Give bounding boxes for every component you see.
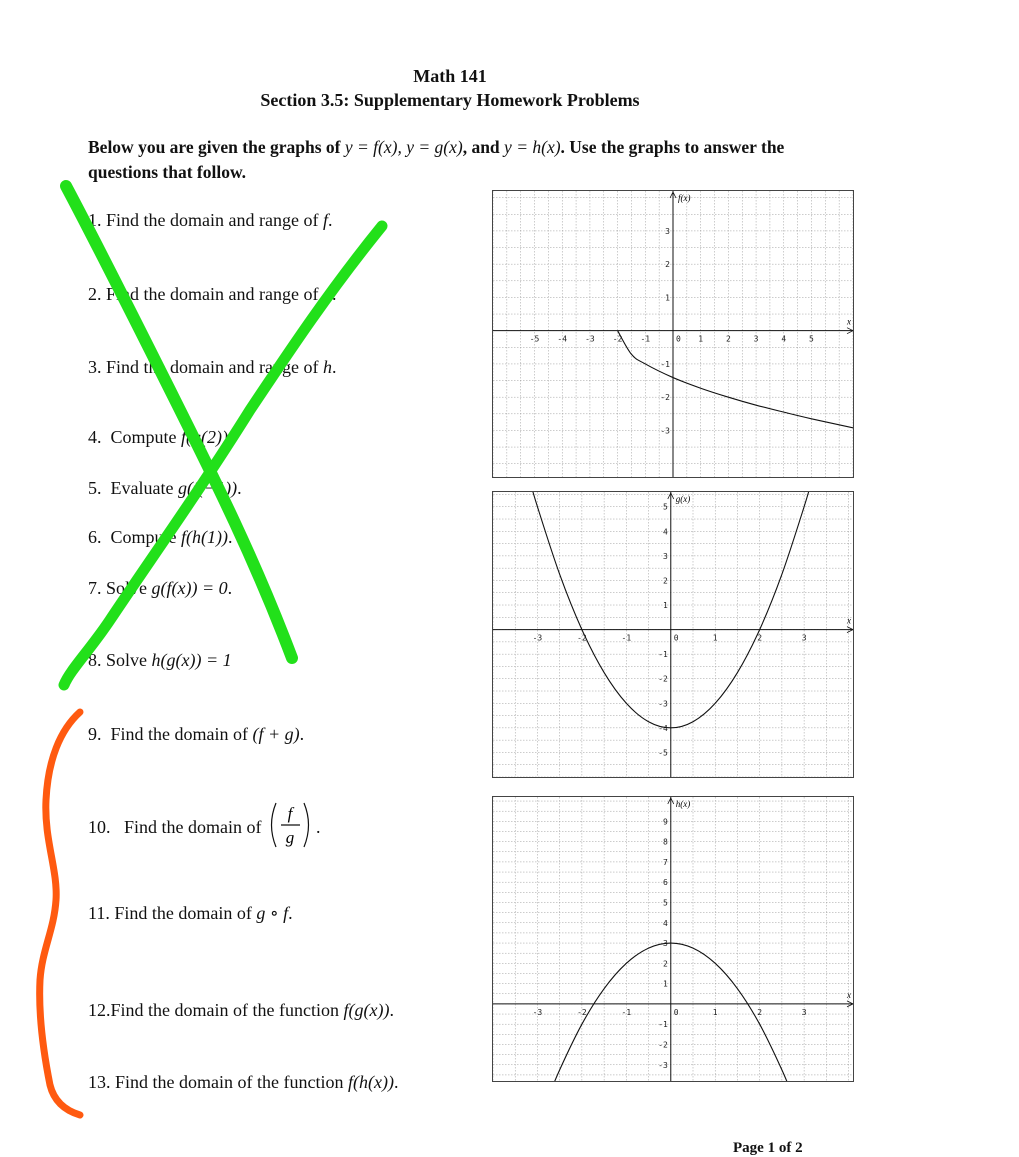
y-tick-label: 3 [662, 551, 668, 561]
x-tick-label: 4 [781, 334, 787, 344]
y-tick-label: 7 [662, 857, 668, 867]
y-tick-label: -2 [658, 674, 668, 684]
y-tick-label: -1 [658, 650, 668, 660]
question-text: Find the domain of [110, 724, 248, 744]
y-tick-label: 2 [662, 959, 668, 969]
section-title: Section 3.5: Supplementary Homework Problems [260, 90, 640, 110]
question-tail: . [331, 357, 337, 377]
question-text: Find the domain of the function [115, 1072, 344, 1092]
y-tick-label: 5 [662, 898, 668, 908]
x-tick-label: -3 [585, 334, 595, 344]
question-text: Solve [106, 650, 148, 670]
intro-fn-h: y = h(x) [504, 137, 561, 157]
question-math: f(g(2)) [181, 427, 228, 447]
question-tail: . [327, 210, 333, 230]
x-tick-label: -3 [532, 1007, 543, 1017]
x-tick-label: -1 [621, 633, 632, 643]
intro-text-b: . Use the graphs to answer the questions that follow. [88, 137, 785, 182]
question-number: 7. [88, 578, 102, 598]
question-4 [88, 427, 232, 448]
question-number: 5. [88, 478, 102, 498]
x-tick-label: -5 [529, 334, 540, 344]
question-11 [88, 903, 293, 924]
question-tail: . [227, 427, 233, 447]
question-math: f(h(1)) [181, 527, 228, 547]
question-number: 3. [88, 357, 102, 377]
x-tick-label: 1 [712, 1007, 718, 1017]
question-tail: . [389, 1000, 394, 1020]
fraction-f-over-g [266, 797, 316, 853]
y-tick-label: 6 [662, 878, 668, 888]
x-tick-label: -2 [577, 633, 587, 643]
question-1 [88, 210, 332, 231]
x-tick-label: -1 [621, 1007, 632, 1017]
y-tick-label: 1 [662, 601, 668, 611]
question-math: f [322, 210, 328, 230]
orange-brace [40, 712, 80, 1115]
question-10 [88, 797, 321, 853]
question-text: Find the domain of [114, 903, 252, 923]
x-axis-label: x [847, 615, 851, 626]
graph-f-svg [493, 191, 853, 477]
question-tail: . [316, 817, 321, 837]
x-tick-label: -3 [532, 633, 543, 643]
y-tick-label: 3 [662, 939, 668, 949]
question-number: 6. [88, 527, 102, 547]
question-tail: . [299, 724, 305, 744]
y-tick-label: -3 [658, 1060, 668, 1070]
x-tick-label: 2 [757, 1007, 763, 1017]
y-tick-label: 4 [662, 527, 668, 537]
question-13 [88, 1072, 398, 1093]
y-tick-label: -3 [658, 699, 668, 709]
question-number: 11. [88, 903, 110, 923]
y-axis-label: f(x) [678, 193, 691, 203]
x-tick-label: 3 [801, 633, 807, 643]
graph-g [492, 491, 854, 778]
question-text: Find the domain and range of [106, 210, 319, 230]
question-6 [88, 527, 232, 548]
question-math: h(g(x)) = 1 [151, 650, 232, 670]
question-7 [88, 578, 232, 599]
x-tick-label: 1 [712, 633, 718, 643]
question-tail: . [227, 527, 233, 547]
graph-f [492, 190, 854, 478]
x-tick-label: 2 [757, 633, 763, 643]
question-number: 2. [88, 284, 102, 304]
question-text: Find the domain of the function [110, 1000, 339, 1020]
y-tick-label: 1 [665, 293, 670, 303]
question-math: f(h(x)) [347, 1072, 394, 1092]
grid [493, 797, 853, 1081]
page-number: Page 1 of 2 [733, 1140, 803, 1156]
question-number: 13. [88, 1072, 111, 1092]
y-tick-label: -1 [660, 359, 670, 369]
graph-h [492, 796, 854, 1082]
question-12 [88, 1000, 394, 1021]
y-tick-label: 5 [662, 502, 668, 512]
y-tick-label: -2 [658, 1040, 668, 1050]
y-axis-label: h(x) [675, 799, 691, 809]
question-math: h [322, 357, 332, 377]
question-number: 9. [88, 724, 102, 744]
y-tick-label: 9 [662, 817, 668, 827]
course-title: Math 141 [413, 66, 487, 86]
question-text: Evaluate [110, 478, 174, 498]
intro-and: , and [462, 137, 500, 157]
x-tick-label: -4 [557, 334, 568, 344]
y-tick-label: 4 [662, 918, 668, 928]
graph-g-svg [493, 492, 853, 777]
y-tick-label: -4 [658, 723, 668, 733]
y-tick-label: -5 [658, 748, 668, 758]
question-2 [88, 284, 336, 305]
graph-h-svg [493, 797, 853, 1081]
y-tick-label: -3 [660, 426, 670, 436]
question-3 [88, 357, 336, 378]
question-tail: . [331, 284, 337, 304]
x-tick-label: -1 [640, 334, 651, 344]
x-tick-label: -2 [577, 1007, 587, 1017]
intro-text-a: Below you are given the graphs of [88, 137, 341, 157]
question-number: 4. [88, 427, 102, 447]
question-tail: . [288, 903, 293, 923]
x-tick-label: 1 [698, 334, 704, 344]
question-text: Compute [110, 527, 177, 547]
question-tail: . [227, 578, 233, 598]
x-tick-label: 0 [676, 334, 681, 344]
question-number: 10. [88, 817, 111, 837]
question-tail: . [393, 1072, 399, 1092]
question-text: Find the domain and range of [106, 284, 319, 304]
y-tick-label: -1 [658, 1020, 668, 1030]
question-math: g(f(−1)) [177, 478, 238, 498]
question-text: Find the domain and range of [106, 357, 319, 377]
y-tick-label: -2 [660, 393, 670, 403]
x-tick-label: 5 [809, 334, 814, 344]
y-tick-label: 8 [662, 837, 668, 847]
x-tick-label: 2 [725, 334, 731, 344]
question-number: 1. [88, 210, 102, 230]
y-tick-label: 3 [665, 226, 670, 236]
x-axis-label: x [847, 316, 851, 327]
question-math: g ∘ f [256, 903, 289, 923]
question-number: 12. [88, 1000, 111, 1020]
series-curve [618, 331, 853, 428]
question-8 [88, 650, 232, 671]
question-9 [88, 724, 304, 745]
instructions [88, 135, 828, 185]
question-number: 8. [88, 650, 102, 670]
y-tick-label: 2 [665, 260, 670, 270]
fraction-denominator: g [285, 828, 295, 847]
y-tick-label: 2 [662, 576, 668, 586]
question-math: (f + g) [252, 724, 300, 744]
x-tick-label: 3 [753, 334, 759, 344]
y-axis-label: g(x) [675, 494, 691, 504]
question-text: Find the domain of [124, 817, 262, 837]
x-tick-label: -2 [612, 334, 623, 344]
question-5 [88, 478, 242, 499]
question-tail: . [237, 478, 242, 498]
fraction-numerator: f [287, 804, 293, 823]
x-tick-label: 0 [673, 1007, 679, 1017]
intro-fn-fg: y = f(x), y = g(x) [344, 137, 463, 157]
question-math: g(f(x)) = 0 [151, 578, 228, 598]
question-math: g [322, 284, 332, 304]
x-tick-label: 3 [801, 1007, 807, 1017]
x-tick-label: 0 [673, 633, 679, 643]
x-axis-label: x [847, 989, 851, 1000]
y-tick-label: 1 [662, 979, 668, 989]
question-text: Solve [106, 578, 148, 598]
question-math: f(g(x)) [343, 1000, 390, 1020]
question-text: Compute [110, 427, 177, 447]
